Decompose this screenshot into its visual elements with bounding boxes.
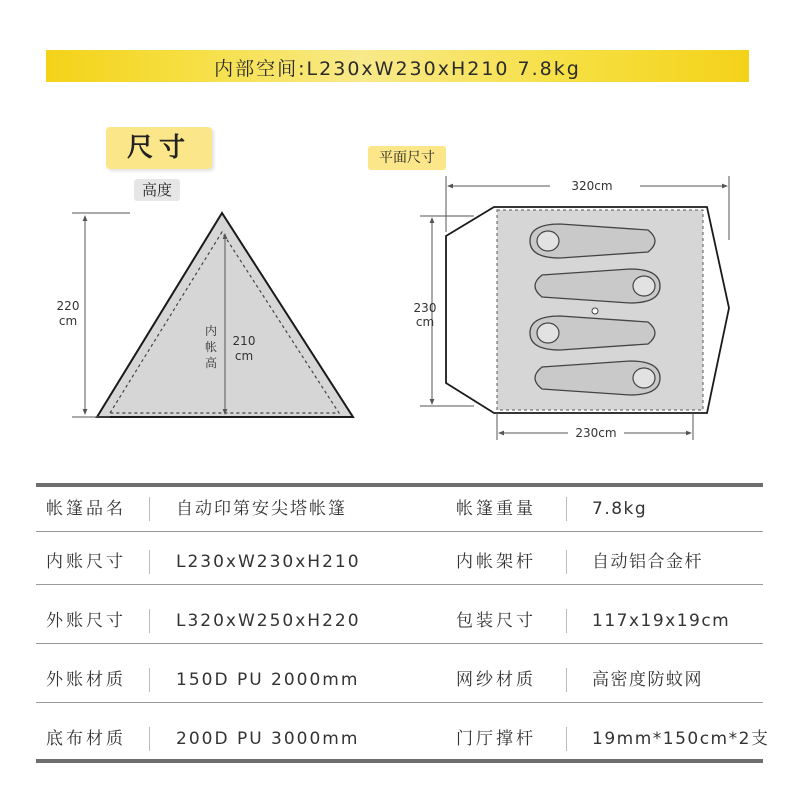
spec-value: 200D PU 3000mm bbox=[176, 729, 360, 749]
divider bbox=[149, 668, 150, 692]
depth-value: 230 bbox=[413, 301, 437, 315]
outer-height-unit: cm bbox=[58, 314, 78, 328]
table-row bbox=[36, 599, 763, 644]
inner-width-value: 230cm bbox=[575, 426, 617, 440]
size-heading: 尺寸 bbox=[106, 127, 212, 169]
divider bbox=[149, 550, 150, 574]
divider bbox=[566, 668, 567, 692]
spec-key: 门厅撑杆 bbox=[456, 729, 536, 749]
divider bbox=[149, 727, 150, 751]
height-label: 高度 bbox=[134, 179, 180, 201]
inner-label-2: 帐 bbox=[204, 340, 218, 354]
spec-value: 150D PU 2000mm bbox=[176, 670, 360, 690]
sleeping-bag bbox=[535, 361, 660, 395]
divider bbox=[566, 497, 567, 521]
inner-label-3: 高 bbox=[204, 356, 218, 370]
elevation-view bbox=[57, 213, 353, 417]
spec-key: 外账材质 bbox=[46, 670, 126, 690]
spec-key: 外账尺寸 bbox=[46, 611, 126, 631]
inner-height-unit: cm bbox=[234, 349, 254, 363]
spec-key: 包装尺寸 bbox=[456, 611, 536, 631]
inner-label-1: 内 bbox=[204, 324, 218, 338]
outer-height-value: 220 bbox=[56, 299, 80, 313]
sleeping-bag bbox=[530, 316, 655, 350]
spec-key: 内账尺寸 bbox=[46, 552, 126, 572]
spec-value: 自动印第安尖塔帐篷 bbox=[176, 499, 347, 519]
spec-key: 网纱材质 bbox=[456, 670, 536, 690]
spec-key: 帐篷重量 bbox=[456, 499, 536, 519]
plan-size-label: 平面尺寸 bbox=[368, 146, 446, 170]
divider bbox=[566, 550, 567, 574]
spec-key: 帐篷品名 bbox=[46, 499, 126, 519]
spec-value: 高密度防蚊网 bbox=[592, 670, 703, 690]
spec-value: 7.8kg bbox=[592, 499, 648, 519]
spec-key: 内帐架杆 bbox=[456, 552, 536, 572]
sleeping-bag bbox=[535, 269, 660, 303]
spec-value: L230xW230xH210 bbox=[176, 552, 361, 572]
spec-value: 117x19x19cm bbox=[592, 611, 731, 631]
table-row bbox=[36, 717, 770, 763]
divider bbox=[566, 609, 567, 633]
table-row bbox=[36, 487, 763, 532]
spec-value: L320xW250xH220 bbox=[176, 611, 361, 631]
spec-key: 底布材质 bbox=[46, 729, 126, 749]
table-row bbox=[36, 540, 763, 585]
banner-text: 内部空间:L230xW230xH210 7.8kg bbox=[214, 58, 581, 80]
plan-view bbox=[414, 176, 729, 440]
spec-value: 自动铝合金杆 bbox=[592, 552, 703, 572]
divider bbox=[149, 497, 150, 521]
depth-unit: cm bbox=[415, 315, 435, 329]
divider bbox=[566, 727, 567, 751]
table-row bbox=[36, 658, 763, 703]
sleeping-bag bbox=[530, 224, 655, 258]
spec-value: 19mm*150cm*2支 bbox=[592, 729, 770, 749]
inner-height-value: 210 bbox=[232, 334, 256, 348]
outer-width-value: 320cm bbox=[571, 179, 613, 193]
divider bbox=[149, 609, 150, 633]
center-pole-point bbox=[592, 308, 598, 314]
